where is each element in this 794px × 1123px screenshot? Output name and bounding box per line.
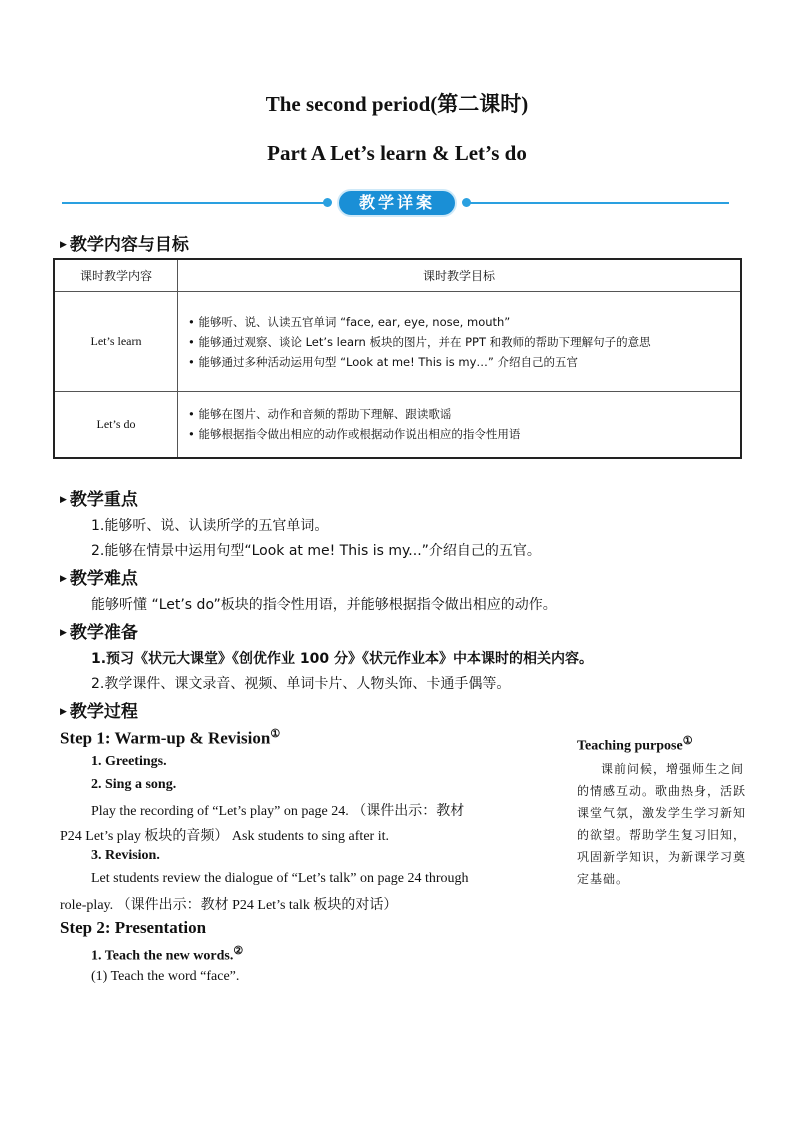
banner-badge: 教学详案 (337, 189, 457, 217)
triangle-icon: ▶ (60, 495, 67, 505)
key-point-item: 1.能够听、说、认读所学的五官单词。 (91, 518, 329, 534)
greetings-item: 1. Greetings. (91, 754, 167, 769)
triangle-icon: ▶ (60, 628, 67, 638)
revision-item: 3. Revision. (91, 848, 160, 863)
banner-line-left (62, 202, 327, 204)
table-header-goals: 课时教学目标 (178, 259, 742, 292)
difficulty-text: 能够听懂 “Let’s do”板块的指令性用语，并能够根据指令做出相应的动作。 (91, 597, 557, 613)
section-content-goals: ▶ 教学内容与目标 (60, 235, 189, 255)
triangle-icon: ▶ (60, 707, 67, 717)
triangle-icon: ▶ (60, 240, 67, 250)
page-subtitle: Part A Let’s learn & Let’s do (267, 141, 527, 165)
triangle-icon: ▶ (60, 574, 67, 584)
preparation-item: 1.预习《状元大课堂》《创优作业 100 分》《状元作业本》中本课时的相关内容。 (91, 651, 594, 667)
table-row (54, 292, 741, 392)
step2-title: Step 2: Presentation (60, 918, 207, 937)
sing-item: 2. Sing a song. (91, 777, 177, 792)
table-row (54, 392, 741, 458)
play-line: Play the recording of “Let’s play” on page 24. （课件出示：教材 (91, 804, 465, 819)
table-header-row (54, 259, 741, 292)
goals-table (53, 258, 742, 459)
table-cell-goals (178, 292, 742, 392)
play-line: P24 Let’s play 板块的音频） Ask students to sing after it. (60, 829, 389, 844)
teaching-purpose-note (577, 730, 747, 890)
goal-item: • 能够根据指令做出相应的动作或根据动作说出相应的指令性用语 (188, 427, 521, 442)
page-title: The second period(第二课时) (265, 92, 529, 116)
teach-words-item: 1. Teach the new words.② (91, 945, 244, 964)
review-line: Let students review the dialogue of “Let’s talk” on page 24 through (91, 871, 469, 886)
banner-dot-left (323, 198, 332, 207)
step1-title: Step 1: Warm-up & Revision① (60, 728, 281, 748)
section-preparation: ▶ 教学准备 (60, 623, 138, 643)
teach-face-item: (1) Teach the word “face”. (91, 969, 240, 984)
goal-item: • 能够通过观察、谈论 Let’s learn 板块的图片，并在 PPT 和教师的帮助下理解句子的意思 (188, 334, 651, 349)
goal-item: • 能够通过多种活动运用句型 “Look at me! This is my…” 介绍自己的五官 (188, 354, 579, 369)
teaching-purpose-body: 课前问候，增强师生之间的情感互动。歌曲热身，活跃课堂气氛，激发学生学习新知的欲望。帮助学生复习旧知，巩固新学知识，为新课学习奠定基础。 (577, 761, 747, 886)
goal-item: • 能够在图片、动作和音频的帮助下理解、跟读歌谣 (188, 407, 452, 422)
table-cell-content: Let’s learn (54, 292, 178, 392)
section-key-points: ▶ 教学重点 (60, 490, 138, 510)
table-header-content: 课时教学内容 (54, 259, 178, 292)
key-point-item: 2.能够在情景中运用句型“Look at me! This is my...”介绍自己的五官。 (91, 543, 541, 559)
table-cell-goals (178, 392, 742, 458)
footnote-mark: ② (233, 945, 244, 957)
goal-item: • 能够听、说、认读五官单词 “face, ear, eye, nose, mouth” (188, 314, 511, 329)
section-process: ▶ 教学过程 (60, 702, 138, 722)
footnote-mark: ① (270, 728, 281, 740)
teaching-purpose-title: Teaching purpose① (577, 735, 693, 754)
table-cell-content: Let’s do (54, 392, 178, 458)
review-line: role-play. （课件出示：教材 P24 Let’s talk 板块的对话） (60, 898, 398, 913)
footnote-mark: ① (682, 735, 693, 747)
section-difficulties: ▶ 教学难点 (60, 569, 138, 589)
preparation-item: 2.教学课件、课文录音、视频、单词卡片、人物头饰、卡通手偶等。 (91, 676, 511, 692)
banner-line-right (467, 202, 729, 204)
